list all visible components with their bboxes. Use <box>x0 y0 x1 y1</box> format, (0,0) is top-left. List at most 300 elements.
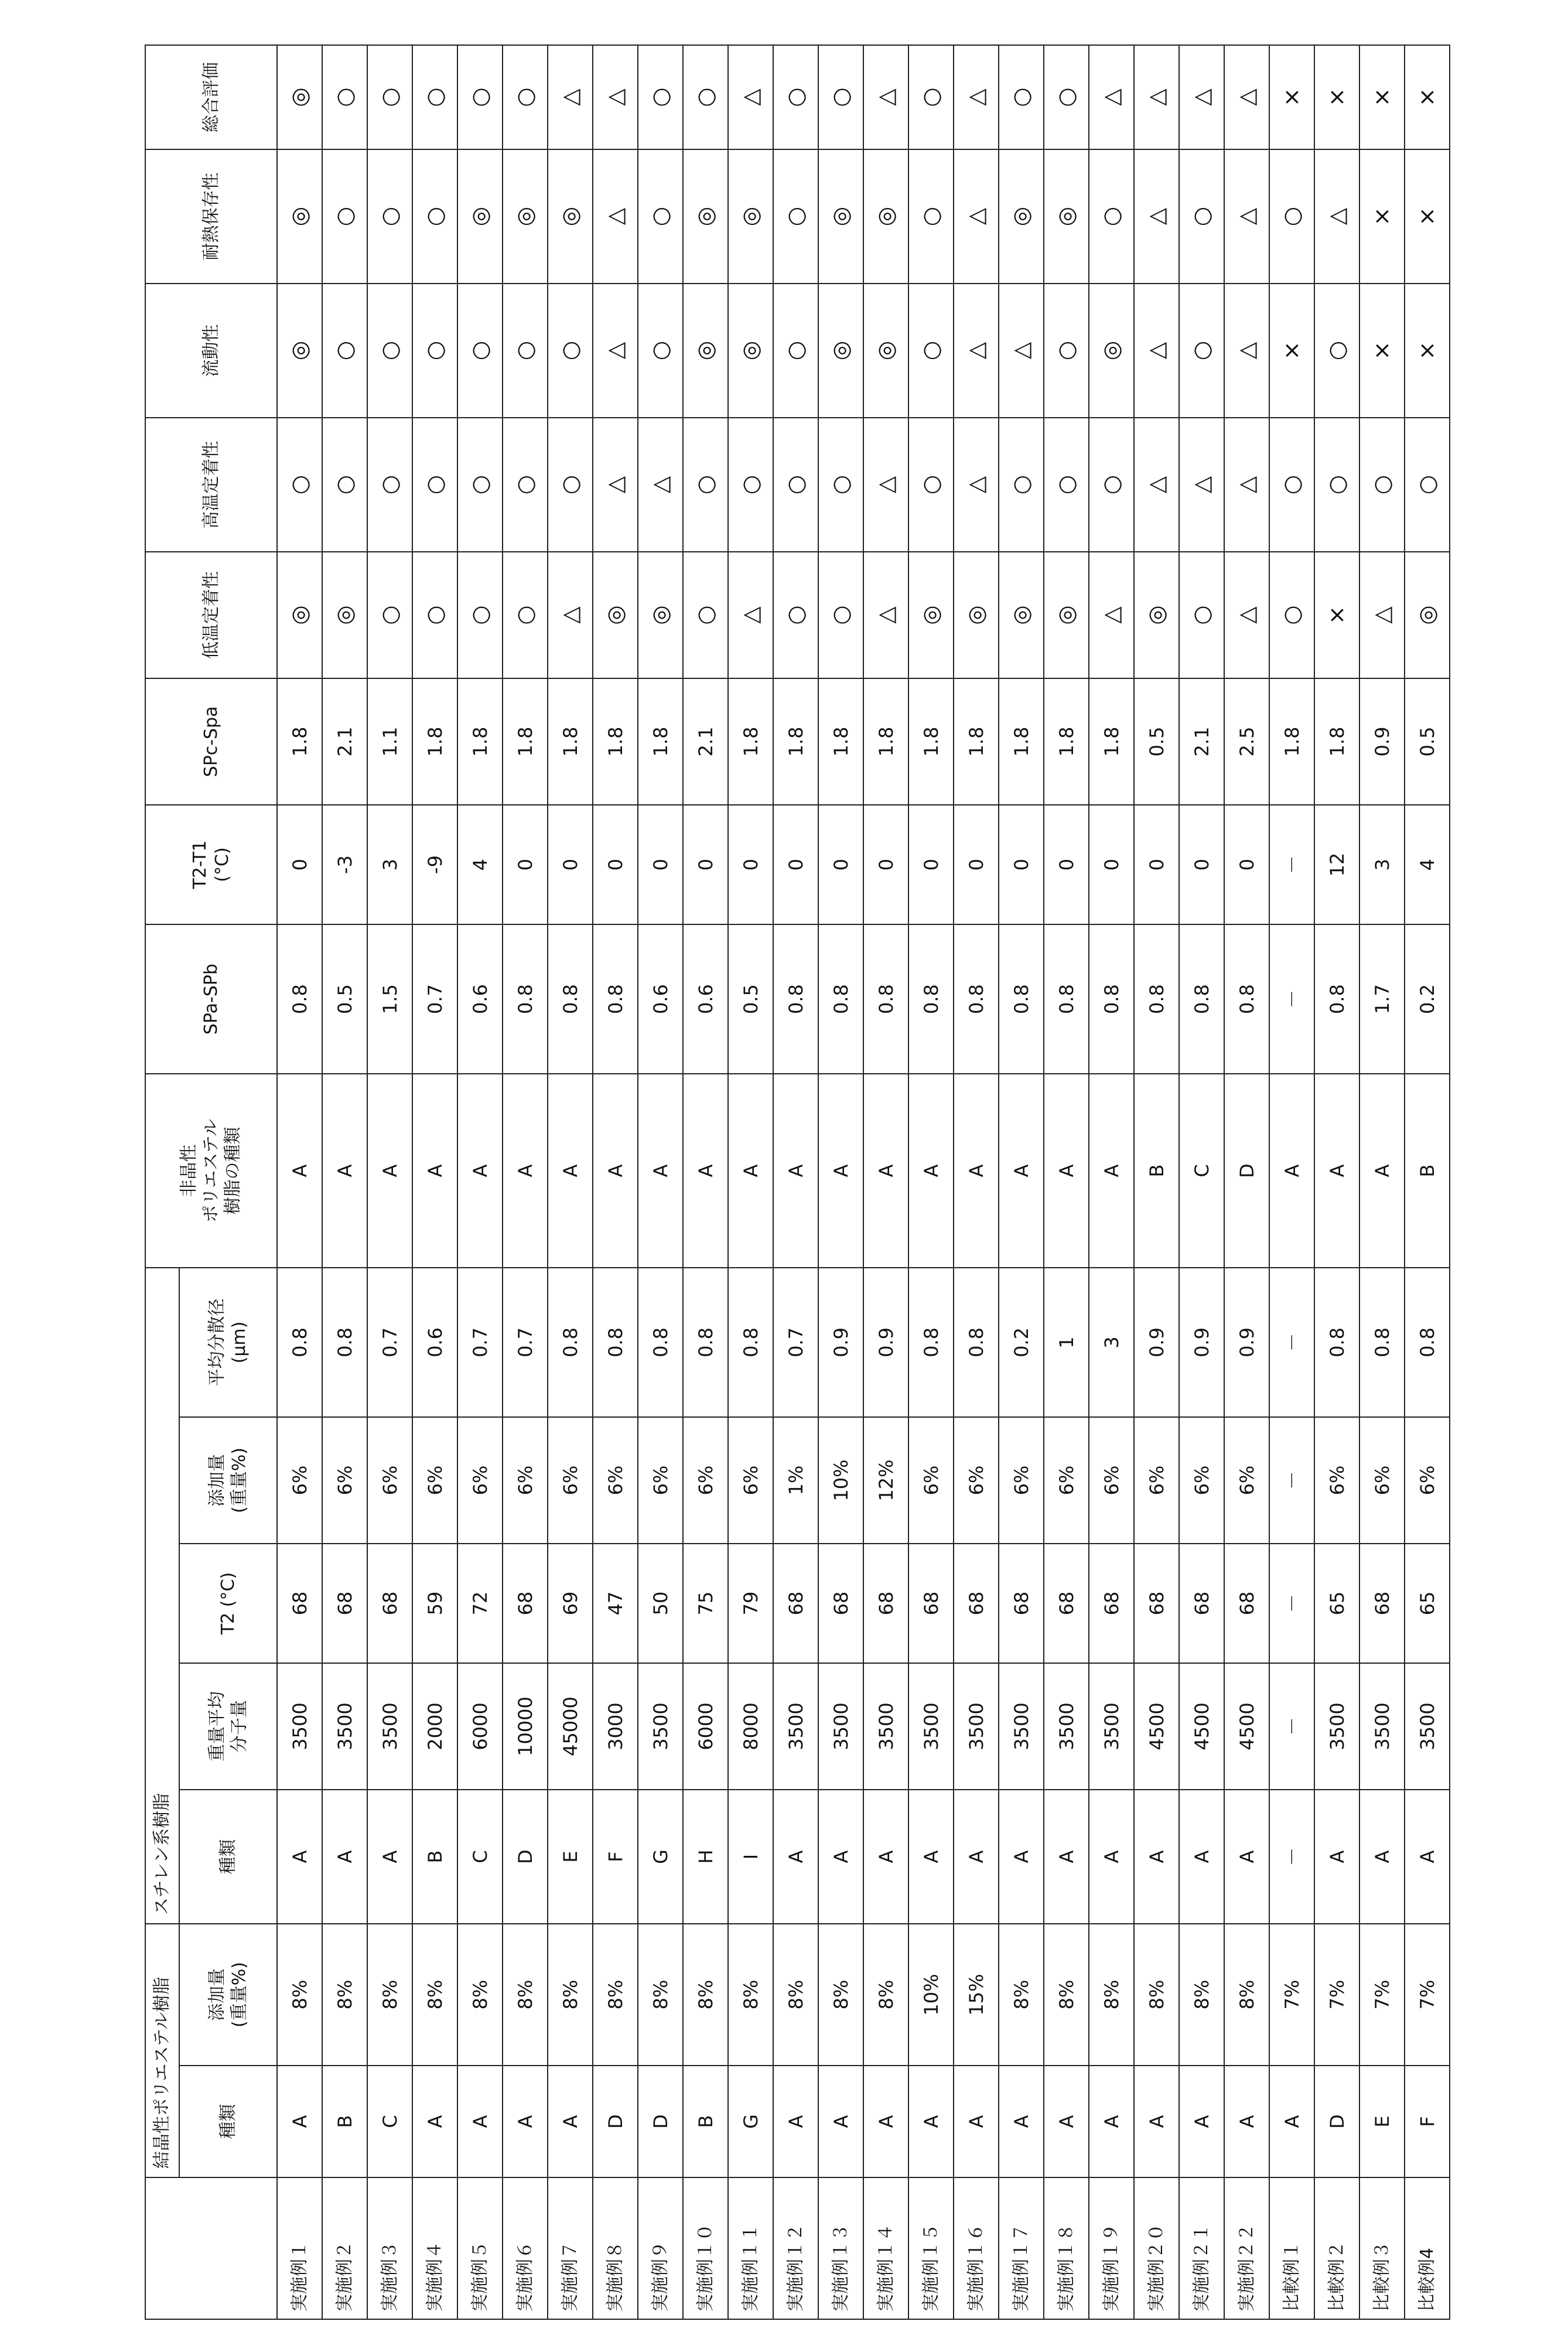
table-cell: 0 <box>999 805 1044 924</box>
table-cell: 2.1 <box>322 678 367 805</box>
table-cell: A <box>728 1074 773 1268</box>
table-cell: 1.5 <box>367 924 412 1074</box>
table-cell: 68 <box>1179 1544 1224 1663</box>
table-cell: 6% <box>1314 1417 1359 1544</box>
table-cell: ○ <box>322 418 367 552</box>
table-cell: 0.8 <box>863 924 908 1074</box>
table-cell: 0.8 <box>954 924 999 1074</box>
table-cell: △ <box>863 418 908 552</box>
table-cell: 8% <box>1179 1924 1224 2066</box>
table-cell: A <box>1269 2066 1314 2177</box>
table-cell: -3 <box>322 805 367 924</box>
header-spa-spb: SPa-SPb <box>145 924 277 1074</box>
table-cell: 68 <box>503 1544 548 1663</box>
row-label: 実施例１６ <box>954 2177 999 2319</box>
table-cell: 0 <box>954 805 999 924</box>
table-cell: ○ <box>728 418 773 552</box>
table-cell: ○ <box>638 149 683 284</box>
table-row <box>503 45 548 2319</box>
table-cell: 3500 <box>773 1663 818 1790</box>
header-high-temp-fixing: 高温定着性 <box>145 418 277 552</box>
table-cell: △ <box>1224 552 1269 678</box>
row-label: 実施例３ <box>367 2177 412 2319</box>
table-cell: 0.8 <box>277 1268 322 1417</box>
table-cell: ◎ <box>277 284 322 418</box>
table-cell: × <box>1314 552 1359 678</box>
table-cell: A <box>277 1074 322 1268</box>
table-cell: A <box>683 1074 728 1268</box>
table-cell: ○ <box>638 45 683 149</box>
table-cell: － <box>1269 1417 1314 1544</box>
table-cell: 7% <box>1314 1924 1359 2066</box>
table-cell: 1.8 <box>999 678 1044 805</box>
header-st-type: 種類 <box>179 1790 277 1924</box>
table-cell: 3 <box>1359 805 1405 924</box>
table-cell: △ <box>1224 418 1269 552</box>
table-cell: 4500 <box>1224 1663 1269 1790</box>
table-cell: △ <box>954 418 999 552</box>
table-cell: ○ <box>503 45 548 149</box>
table-cell: A <box>863 1074 908 1268</box>
table-cell: △ <box>1089 45 1134 149</box>
table-cell: 0 <box>1044 805 1089 924</box>
row-label: 実施例２２ <box>1224 2177 1269 2319</box>
table-cell: ○ <box>999 418 1044 552</box>
table-cell: 0.8 <box>683 1268 728 1417</box>
table-cell: A <box>1089 1074 1134 1268</box>
table-cell: △ <box>593 45 638 149</box>
table-cell: 68 <box>1089 1544 1134 1663</box>
table-cell: － <box>1269 1544 1314 1663</box>
table-row <box>1089 45 1134 2319</box>
table-cell: ○ <box>412 418 457 552</box>
table-cell: B <box>1405 1074 1450 1268</box>
table-cell: B <box>1134 1074 1179 1268</box>
table-cell: 6% <box>1044 1417 1089 1544</box>
table-cell: 72 <box>457 1544 503 1663</box>
table-cell: 0.8 <box>1314 924 1359 1074</box>
table-cell: 4500 <box>1179 1663 1224 1790</box>
row-label: 実施例６ <box>503 2177 548 2319</box>
table-cell: B <box>683 2066 728 2177</box>
table-cell: ◎ <box>277 45 322 149</box>
table-cell: B <box>322 2066 367 2177</box>
table-cell: 0.7 <box>367 1268 412 1417</box>
table-cell: 8% <box>503 1924 548 2066</box>
table-cell: 1.8 <box>728 678 773 805</box>
table-cell: × <box>1359 284 1405 418</box>
table-cell: 6% <box>412 1417 457 1544</box>
table-cell: × <box>1405 149 1450 284</box>
table-cell: 68 <box>773 1544 818 1663</box>
table-cell: △ <box>1134 284 1179 418</box>
table-cell: 69 <box>548 1544 593 1663</box>
table-cell: 0.8 <box>322 1268 367 1417</box>
table-cell: △ <box>954 149 999 284</box>
table-cell: 0.6 <box>412 1268 457 1417</box>
table-cell: × <box>1269 45 1314 149</box>
row-label: 実施例１４ <box>863 2177 908 2319</box>
table-cell: A <box>1044 1074 1089 1268</box>
table-cell: 75 <box>683 1544 728 1663</box>
table-cell: 2000 <box>412 1663 457 1790</box>
table-cell: 0 <box>683 805 728 924</box>
table-row <box>412 45 457 2319</box>
table-cell: 6% <box>954 1417 999 1544</box>
table-cell: 0.8 <box>818 924 863 1074</box>
table-cell: 6% <box>728 1417 773 1544</box>
table-cell: 6% <box>1405 1417 1450 1544</box>
table-cell: 6% <box>908 1417 954 1544</box>
table-cell: ○ <box>503 552 548 678</box>
table-row <box>1359 45 1405 2319</box>
table-cell: 0.6 <box>683 924 728 1074</box>
header-t2-t1: T2-T1 (°C) <box>145 805 277 924</box>
table-cell: 6% <box>638 1417 683 1544</box>
table-cell: 3500 <box>818 1663 863 1790</box>
table-cell: ○ <box>818 552 863 678</box>
table-cell: 68 <box>863 1544 908 1663</box>
table-cell: － <box>1269 1663 1314 1790</box>
table-row <box>1224 45 1269 2319</box>
table-row <box>1044 45 1089 2319</box>
table-cell: A <box>999 1790 1044 1924</box>
table-cell: 6% <box>277 1417 322 1544</box>
table-cell: ◎ <box>1089 284 1134 418</box>
table-cell: 0.8 <box>548 924 593 1074</box>
table-cell: 12% <box>863 1417 908 1544</box>
table-cell: 3 <box>367 805 412 924</box>
table-cell: -9 <box>412 805 457 924</box>
table-cell: 1.8 <box>1089 678 1134 805</box>
table-cell: △ <box>1224 284 1269 418</box>
table-cell: 1% <box>773 1417 818 1544</box>
table-cell: 0.8 <box>1089 924 1134 1074</box>
row-label: 実施例１ <box>277 2177 322 2319</box>
table-cell: ○ <box>503 418 548 552</box>
table-cell: ◎ <box>1044 149 1089 284</box>
table-cell: ○ <box>1314 284 1359 418</box>
table-cell: △ <box>593 418 638 552</box>
table-cell: 1.8 <box>503 678 548 805</box>
table-cell: A <box>412 2066 457 2177</box>
table-cell: 8% <box>1134 1924 1179 2066</box>
table-cell: ○ <box>1179 552 1224 678</box>
table-cell: 6000 <box>457 1663 503 1790</box>
header-group-row <box>145 45 179 2319</box>
table-cell: B <box>412 1790 457 1924</box>
table-row <box>367 45 412 2319</box>
row-label: 実施例５ <box>457 2177 503 2319</box>
table-cell: 0.8 <box>593 924 638 1074</box>
table-cell: 0.5 <box>728 924 773 1074</box>
table-cell: △ <box>728 45 773 149</box>
table-cell: 8% <box>367 1924 412 2066</box>
table-cell: 1 <box>1044 1268 1089 1417</box>
table-cell: ◎ <box>863 149 908 284</box>
table-cell: 3500 <box>367 1663 412 1790</box>
table-cell: A <box>367 1790 412 1924</box>
table-cell: A <box>818 2066 863 2177</box>
table-cell: 6% <box>322 1417 367 1544</box>
table-cell: △ <box>1224 45 1269 149</box>
table-cell: 1.1 <box>367 678 412 805</box>
table-cell: I <box>728 1790 773 1924</box>
table-row <box>1134 45 1179 2319</box>
table-cell: A <box>1179 1790 1224 1924</box>
table-cell: ◎ <box>322 552 367 678</box>
row-label: 実施例１８ <box>1044 2177 1089 2319</box>
table-cell: A <box>1224 1790 1269 1924</box>
table-cell: ○ <box>773 418 818 552</box>
table-row <box>1269 45 1314 2319</box>
table-cell: 10% <box>908 1924 954 2066</box>
table-cell: ◎ <box>593 552 638 678</box>
table-cell: A <box>908 1074 954 1268</box>
table-cell: 0.8 <box>1134 924 1179 1074</box>
table-cell: △ <box>728 552 773 678</box>
header-heat-storage: 耐熱保存性 <box>145 149 277 284</box>
row-label: 実施例１５ <box>908 2177 954 2319</box>
table-cell: 0.8 <box>999 924 1044 1074</box>
table-cell: × <box>1269 284 1314 418</box>
table-cell: C <box>367 2066 412 2177</box>
table-cell: ○ <box>818 45 863 149</box>
table-cell: △ <box>1134 149 1179 284</box>
table-cell: ○ <box>908 418 954 552</box>
table-row <box>1405 45 1450 2319</box>
table-cell: 1.7 <box>1359 924 1405 1074</box>
table-cell: A <box>457 2066 503 2177</box>
table-cell: A <box>773 2066 818 2177</box>
table-cell: △ <box>1089 552 1134 678</box>
table-cell: 0.7 <box>412 924 457 1074</box>
table-cell: 8% <box>818 1924 863 2066</box>
table-cell: ○ <box>1044 418 1089 552</box>
table-cell: 47 <box>593 1544 638 1663</box>
table-cell: 0.9 <box>818 1268 863 1417</box>
table-cell: △ <box>863 552 908 678</box>
table-cell: 0.7 <box>773 1268 818 1417</box>
table-cell: 8000 <box>728 1663 773 1790</box>
row-label: 比較例4 <box>1405 2177 1450 2319</box>
row-label: 比較例２ <box>1314 2177 1359 2319</box>
table-cell: ○ <box>1405 418 1450 552</box>
table-cell: － <box>1269 1790 1314 1924</box>
table-cell: 0 <box>908 805 954 924</box>
table-cell: 8% <box>548 1924 593 2066</box>
table-cell: A <box>1089 1790 1134 1924</box>
table-cell: 3 <box>1089 1268 1134 1417</box>
table-row <box>908 45 954 2319</box>
table-cell: ○ <box>1359 418 1405 552</box>
table-cell: 65 <box>1405 1544 1450 1663</box>
table-cell: F <box>593 1790 638 1924</box>
table-cell: ○ <box>1269 552 1314 678</box>
row-label: 比較例１ <box>1269 2177 1314 2319</box>
table-cell: ○ <box>773 552 818 678</box>
table-cell: A <box>1359 1790 1405 1924</box>
table-cell: △ <box>1134 45 1179 149</box>
table-cell: A <box>322 1790 367 1924</box>
table-cell: 6% <box>1134 1417 1179 1544</box>
table-cell: △ <box>548 552 593 678</box>
table-cell: A <box>1089 2066 1134 2177</box>
table-cell: 0.8 <box>908 1268 954 1417</box>
table-cell: 12 <box>1314 805 1359 924</box>
table-cell: A <box>1044 1790 1089 1924</box>
table-cell: ○ <box>412 149 457 284</box>
table-cell: ○ <box>683 552 728 678</box>
table-cell: 0 <box>593 805 638 924</box>
table-cell: × <box>1359 149 1405 284</box>
header-cr-type: 種類 <box>179 2066 277 2177</box>
table-cell: 0.8 <box>1359 1268 1405 1417</box>
table-cell: 0.8 <box>728 1268 773 1417</box>
row-label: 実施例１９ <box>1089 2177 1134 2319</box>
table-cell: 6% <box>503 1417 548 1544</box>
table-cell: ◎ <box>818 149 863 284</box>
table-cell: 68 <box>954 1544 999 1663</box>
table-cell: ○ <box>503 284 548 418</box>
table-cell: 0.8 <box>638 1268 683 1417</box>
table-cell: 0.8 <box>1044 924 1089 1074</box>
table-cell: 4500 <box>1134 1663 1179 1790</box>
table-cell: A <box>999 1074 1044 1268</box>
table-cell: ○ <box>548 418 593 552</box>
table-cell: ◎ <box>1405 552 1450 678</box>
table-cell: 68 <box>367 1544 412 1663</box>
table-cell: 1.8 <box>457 678 503 805</box>
table-cell: A <box>638 1074 683 1268</box>
table-cell: 6% <box>548 1417 593 1544</box>
header-st-amount: 添加量 (重量%) <box>179 1417 277 1544</box>
table-cell: 1.8 <box>1044 678 1089 805</box>
table-cell: △ <box>954 284 999 418</box>
header-overall: 総合評価 <box>145 45 277 149</box>
table-cell: 0.8 <box>503 924 548 1074</box>
table-cell: 8% <box>773 1924 818 2066</box>
table-cell: A <box>277 1790 322 1924</box>
table-cell: 0.9 <box>1359 678 1405 805</box>
table-cell: 3500 <box>954 1663 999 1790</box>
table-cell: A <box>954 1074 999 1268</box>
table-cell: 1.8 <box>818 678 863 805</box>
table-cell: ○ <box>322 149 367 284</box>
table-cell: 3500 <box>1044 1663 1089 1790</box>
table-cell: 1.8 <box>593 678 638 805</box>
table-cell: 0.7 <box>457 1268 503 1417</box>
table-cell: 0 <box>548 805 593 924</box>
table-row <box>548 45 593 2319</box>
table-cell: H <box>683 1790 728 1924</box>
table-cell: ◎ <box>863 284 908 418</box>
table-row <box>457 45 503 2319</box>
table-row <box>638 45 683 2319</box>
table-cell: △ <box>954 45 999 149</box>
table-cell: ○ <box>773 284 818 418</box>
table-cell: 0 <box>638 805 683 924</box>
table-cell: D <box>503 1790 548 1924</box>
row-label: 実施例１７ <box>999 2177 1044 2319</box>
table-cell: 0 <box>1224 805 1269 924</box>
table-cell: 68 <box>1134 1544 1179 1663</box>
table-cell: A <box>818 1790 863 1924</box>
table-cell: 3500 <box>277 1663 322 1790</box>
table-cell: × <box>1405 45 1450 149</box>
table-cell: 6% <box>1089 1417 1134 1544</box>
table-cell: × <box>1405 284 1450 418</box>
header-low-temp-fixing: 低温定着性 <box>145 552 277 678</box>
table-cell: ○ <box>1044 45 1089 149</box>
table-cell: 68 <box>818 1544 863 1663</box>
table-cell: △ <box>1179 418 1224 552</box>
table-cell: ○ <box>1269 418 1314 552</box>
table-cell: A <box>277 2066 322 2177</box>
table-cell: A <box>773 1074 818 1268</box>
results-table <box>145 45 1450 2320</box>
table-cell: A <box>1134 2066 1179 2177</box>
header-corner <box>145 2177 277 2319</box>
table-cell: A <box>322 1074 367 1268</box>
table-cell: ◎ <box>638 552 683 678</box>
table-cell: 8% <box>728 1924 773 2066</box>
table-cell: 0.8 <box>1224 924 1269 1074</box>
table-cell: A <box>548 2066 593 2177</box>
table-cell: 8% <box>999 1924 1044 2066</box>
table-cell: 0.8 <box>954 1268 999 1417</box>
table-cell: 6% <box>457 1417 503 1544</box>
table-cell: D <box>1314 2066 1359 2177</box>
table-cell: 8% <box>593 1924 638 2066</box>
table-cell: △ <box>999 284 1044 418</box>
table-cell: ○ <box>367 149 412 284</box>
row-label: 実施例２１ <box>1179 2177 1224 2319</box>
table-cell: △ <box>548 45 593 149</box>
table-cell: ◎ <box>728 149 773 284</box>
table-row <box>1179 45 1224 2319</box>
table-cell: A <box>1314 1790 1359 1924</box>
table-cell: G <box>638 1790 683 1924</box>
table-cell: 0.8 <box>277 924 322 1074</box>
table-cell: △ <box>1314 149 1359 284</box>
table-cell: ○ <box>638 284 683 418</box>
table-cell: × <box>1359 45 1405 149</box>
table-cell: 8% <box>322 1924 367 2066</box>
table-cell: ○ <box>367 284 412 418</box>
table-cell: A <box>1359 1074 1405 1268</box>
table-cell: ◎ <box>728 284 773 418</box>
table-cell: 8% <box>457 1924 503 2066</box>
table-cell: 1.8 <box>638 678 683 805</box>
table-cell: 68 <box>322 1544 367 1663</box>
table-row <box>277 45 322 2319</box>
table-cell: ◎ <box>1134 552 1179 678</box>
table-cell: D <box>638 2066 683 2177</box>
table-cell: 2.1 <box>1179 678 1224 805</box>
table-cell: ◎ <box>683 149 728 284</box>
table-cell: ○ <box>1179 149 1224 284</box>
table-cell: 0.8 <box>773 924 818 1074</box>
table-cell: ◎ <box>954 552 999 678</box>
table-cell: 0.8 <box>548 1268 593 1417</box>
table-cell: 0.9 <box>1134 1268 1179 1417</box>
table-cell: A <box>908 1790 954 1924</box>
table-cell: △ <box>593 149 638 284</box>
header-st-mw: 重量平均 分子量 <box>179 1663 277 1790</box>
table-cell: A <box>908 2066 954 2177</box>
table-cell: ○ <box>457 418 503 552</box>
